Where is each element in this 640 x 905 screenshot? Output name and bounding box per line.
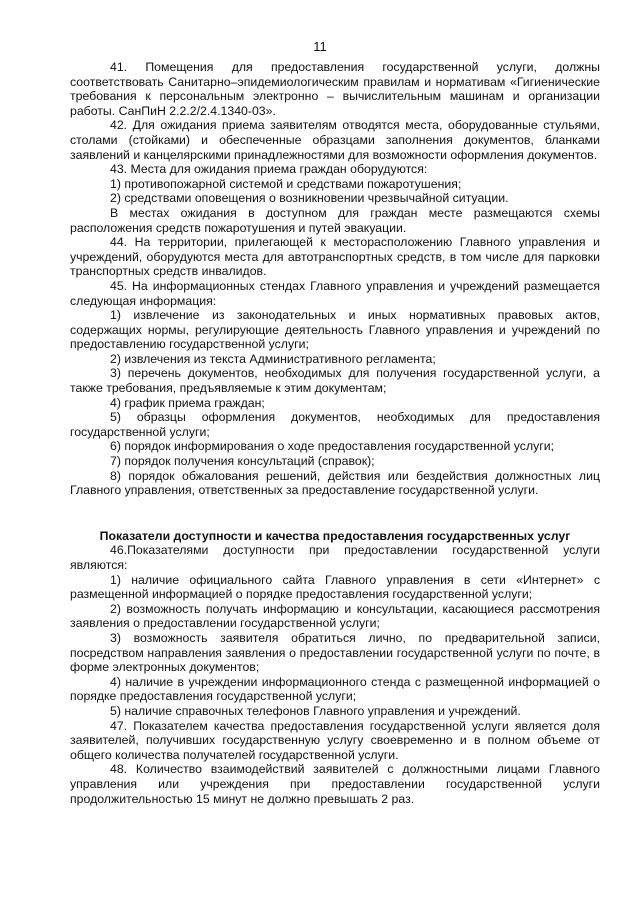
paragraph-46: 46.Показателями доступности при предоставлении государственной услуги являются:: [70, 543, 600, 572]
list-item-46-5: 5) наличие справочных телефонов Главного управления и учреждений.: [110, 703, 521, 718]
list-item-45-6: 6) порядок информирования о ходе предоставления государственной услуги;: [110, 439, 555, 454]
list-item-46-4: 4) наличие в учреждении информационного стенда с размещенной информацией о порядке предоставления государственной услуги;: [70, 674, 600, 704]
list-item-45-8: 8) порядок обжалования решений, действия или бездействия должностных лиц Главного управления, ответственных за предоставление государственной услуги.: [70, 468, 600, 498]
list-item-43-1: 1) противопожарной системой и средствами пожаротушения;: [110, 176, 462, 191]
list-item-46-3: 3) возможность заявителя обратиться лично, по предварительной записи, посредством направления заявления о предоставлении государственной услуги по почте, в форме электронных документов;: [70, 630, 600, 675]
paragraph-48: 48. Количество взаимодействий заявителей с должностными лицами Главного управления или учреждения при предоставлении государственной услуги продолжительностью 15 минут не должно превышать 2 раз.: [70, 762, 600, 806]
paragraph-41: 41. Помещения для предоставления государственной услуги, должны соответствовать Санитарно–эпидемиологическим правилам и нормативам «Гигиенические требования к персональным электронно – вычислительным машинам и организации работы. СанПиН 2.2.2/2.4.1340-03».: [70, 60, 600, 118]
list-item-45-1: 1) извлечение из законодательных и иных нормативных правовых актов, содержащих нормы, регулирующие деятельность Главного управления и учреждений по предоставлению государственной услуги;: [70, 308, 600, 352]
list-item-45-3: 3) перечень документов, необходимых для получения государственной услуги, а также требования, предъявляемые к этим документам;: [70, 366, 600, 396]
list-item-45-7: 7) порядок получения консультаций (справок);: [110, 454, 375, 469]
section-indicators: [70, 543, 600, 806]
paragraph-evacuation-schemes: В местах ожидания в доступном для граждан месте размещаются схемы расположения средств пожаротушения и путей эвакуации.: [70, 205, 600, 235]
page-number: 11: [313, 39, 327, 54]
paragraph-45: 45. На информационных стендах Главного управления и учреждений размещается следующая информация:: [70, 278, 600, 308]
list-item-46-1: 1) наличие официального сайта Главного управления в сети «Интернет» с размещенной информацией о порядке предоставления государственной услуги;: [70, 572, 600, 602]
paragraph-44: 44. На территории, прилегающей к месторасположению Главного управления и учреждений, оборудуются места для автотранспортных средств, в том числе для парковки транспортных средств инвалидов.: [70, 235, 600, 279]
list-item-45-2: 2) извлечения из текста Административного регламента;: [110, 351, 436, 366]
section-premises: [70, 60, 600, 498]
document-body: [70, 60, 600, 806]
list-item-45-5: 5) образцы оформления документов, необходимых для предоставления государственной услуги;: [70, 410, 600, 439]
paragraph-47: 47. Показателем качества предоставления государственной услуги является доля заявителей, получивших государственную услугу своевременно и в полном объеме от общего количества получателей государственной услуги.: [70, 718, 600, 762]
list-item-46-2: 2) возможность получать информацию и консультации, касающиеся рассмотрения заявления о предоставлении государственной услуги;: [70, 601, 600, 631]
paragraph-42: 42. Для ожидания приема заявителям отводятся места, оборудованные стульями, столами (стойками) и обеспеченные образцами заполнения документов, бланками заявлений и канцелярскими принадлежностями для возможности оформления документов.: [70, 118, 600, 162]
list-item-45-4: 4) график приема граждан;: [110, 395, 265, 410]
list-item-43-2: 2) средствами оповещения о возникновении чрезвычайной ситуации.: [110, 191, 509, 206]
section-heading: Показатели доступности и качества предоставления государственных услуг: [99, 528, 571, 543]
paragraph-43: 43. Места для ожидания приема граждан оборудуются:: [110, 162, 428, 177]
